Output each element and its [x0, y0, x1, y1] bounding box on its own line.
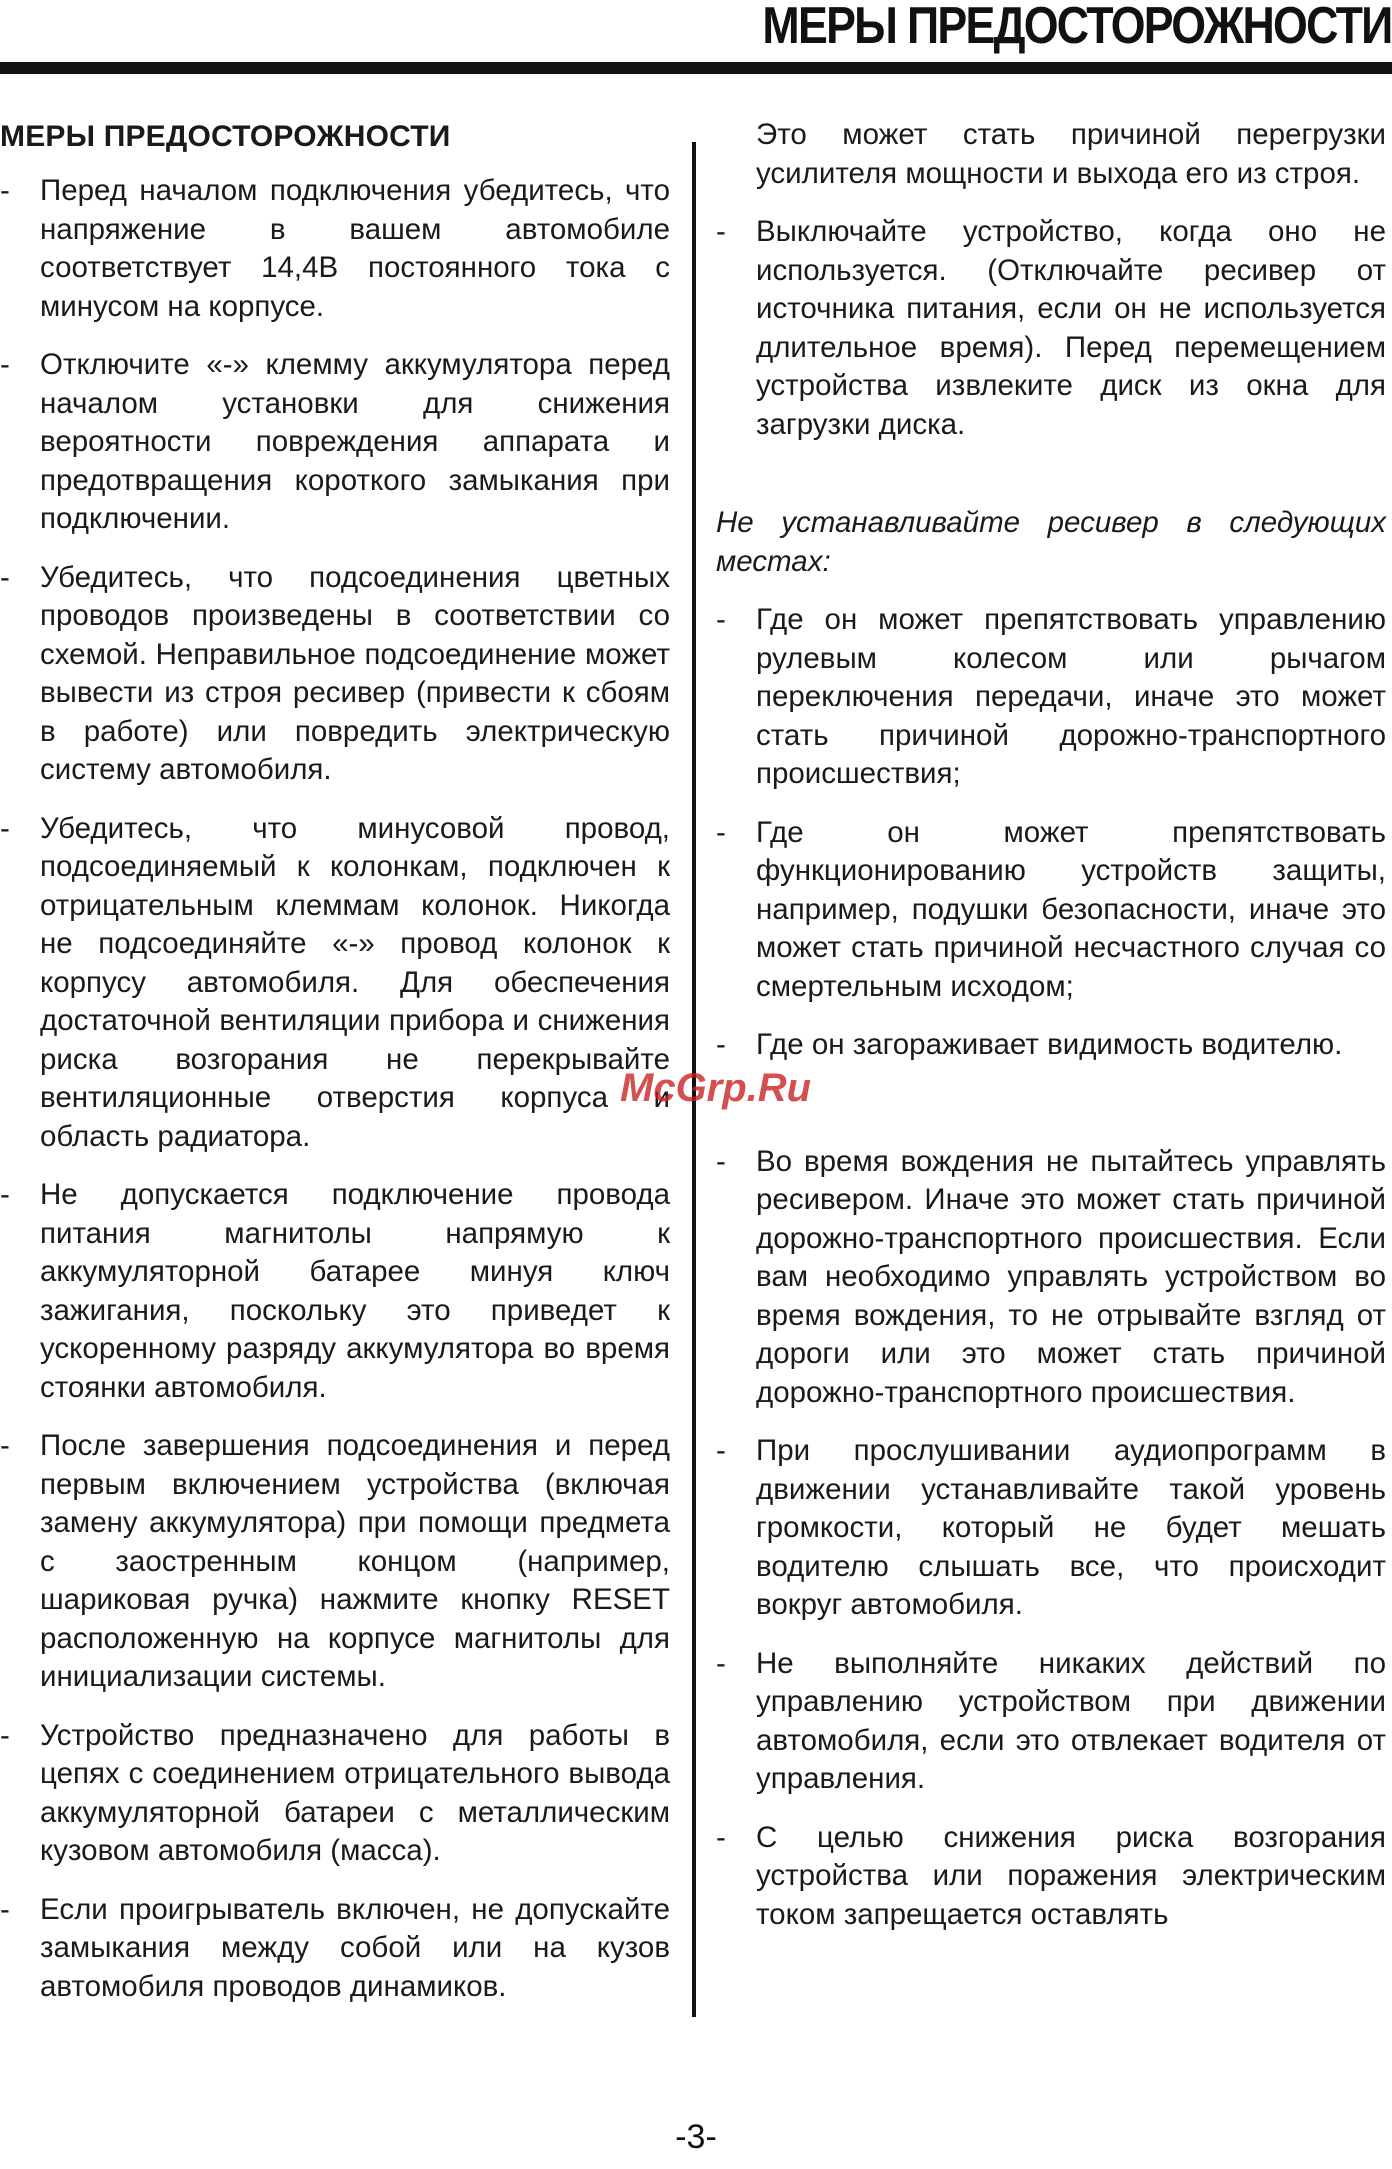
list-item-text: Где он загораживает видимость водителю.: [756, 1028, 1343, 1061]
list-item-text: Выключайте устройство, когда оно не используется. (Отключайте ресивер от источника питания, если он не используется длительное время). Перед перемещением устройства извлеките диск из окна для загрузки диска.: [756, 215, 1386, 441]
watermark: McGrp.Ru: [620, 1066, 812, 1110]
list-item-text: Перед началом подключения убедитесь, что напряжение в вашем автомобиле соответствует 14,4В постоянного тока с минусом на корпусе.: [40, 174, 670, 323]
list-item: [0, 1427, 670, 1697]
bullet-dash: -: [0, 1892, 10, 1926]
list-item-text: Где он может препятствовать управлению рулевым колесом или рычагом переключения передачи, иначе это может стать причиной дорожно-транспортного происшествия;: [756, 603, 1386, 790]
list-item-text: После завершения подсоединения и перед первым включением устройства (включая замену аккумулятора) при помощи предмета с заостренным концом (например, шариковая ручка) нажмите кнопку RESET расположенную на корпусе магнитолы для инициализации системы.: [40, 1429, 670, 1693]
list-item: [716, 213, 1386, 444]
bullet-dash: -: [0, 560, 10, 594]
list-item-text: При прослушивании аудиопрограмм в движении устанавливайте такой уровень громкости, который не будет мешать водителю слышать все, что происходит вокруг автомобиля.: [756, 1434, 1386, 1621]
bullet-dash: -: [716, 603, 726, 636]
page-header-title: МЕРЫ ПРЕДОСТОРОЖНОСТИ: [762, 0, 1392, 55]
list-item-text: Где он может препятствовать функционированию устройств защиты, например, подушки безопасности, иначе это может стать причиной несчастного случая со смертельным исходом;: [756, 815, 1386, 1003]
list-item: [716, 1819, 1386, 1935]
subheading: Не устанавливайте ресивер в следующих местах:: [716, 506, 1386, 578]
bullet-dash: -: [716, 815, 726, 849]
bullet-dash: -: [716, 1646, 726, 1680]
page-number: -3-: [675, 2118, 717, 2156]
list-item-text: С целью снижения риска возгорания устройства или поражения электрическим током запрещается оставлять: [756, 1820, 1386, 1931]
header-rule: [0, 62, 1392, 74]
bullet-dash: -: [0, 1718, 10, 1752]
list-item: [716, 1432, 1386, 1625]
list-item: [716, 1143, 1386, 1413]
list-item: [0, 810, 670, 1157]
bullet-dash: -: [716, 1820, 726, 1854]
right-column: [716, 116, 1386, 1954]
list-item-text: Устройство предназначено для работы в цепях с соединением отрицательного вывода аккумуляторной батареи с металлическим кузовом автомобиля (масса).: [40, 1718, 670, 1867]
section-title: МЕРЫ ПРЕДОСТОРОЖНОСТИ: [0, 120, 451, 153]
bullet-dash: -: [716, 1028, 726, 1061]
list-item: [716, 1645, 1386, 1799]
list-item-text: Не допускается подключение провода питания магнитолы напрямую к аккумуляторной батарее минуя ключ зажигания, поскольку это приведет к ускоренному разряду аккумулятора во время стоянки автомобиля.: [40, 1178, 670, 1404]
list-item: [0, 1891, 670, 2007]
bullet-dash: -: [0, 1178, 10, 1211]
list-item-text: Если проигрыватель включен, не допускайте замыкания между собой или на кузов автомобиля проводов динамиков.: [40, 1892, 670, 2003]
list-item: [0, 172, 670, 326]
list-item: [0, 346, 670, 539]
left-column: [0, 116, 670, 2026]
list-item: [716, 1026, 1386, 1065]
list-item-text: Убедитесь, что минусовой провод, подсоединяемый к колонкам, подключен к отрицательным клеммам колонок. Никогда не подсоединяйте «-» провод колонок к корпусу автомобиля. Для обеспечения достаточной вентиляции прибора и снижения риска возгорания не перекрывайте вентиляционные отверстия корпуса и область радиатора.: [40, 811, 670, 1153]
continued-paragraph: Это может стать причиной перегрузки усилителя мощности и выхода его из строя.: [756, 118, 1386, 190]
list-item-text: Во время вождения не пытайтесь управлять ресивером. Иначе это может стать причиной дорожно-транспортного происшествия. Если вам необходимо управлять устройством во время вождения, то не отрывайте взгляд от дороги или это может стать причиной дорожно-транспортного происшествия.: [756, 1144, 1386, 1409]
list-item: [0, 1717, 670, 1871]
list-item: [716, 601, 1386, 794]
bullet-dash: -: [0, 811, 10, 845]
bullet-dash: -: [0, 348, 10, 381]
bullet-dash: -: [0, 1429, 10, 1462]
list-item-text: Не выполняйте никаких действий по управлению устройством при движении автомобиля, если это отвлекает водителя от управления.: [756, 1646, 1386, 1795]
list-item-text: Отключите «-» клемму аккумулятора перед началом установки для снижения вероятности повреждения аппарата и предотвращения короткого замыкания при подключении.: [40, 348, 670, 535]
list-item: [0, 1176, 670, 1407]
bullet-dash: -: [716, 215, 726, 248]
bullet-dash: -: [716, 1434, 726, 1467]
list-item: [0, 559, 670, 790]
bullet-dash: -: [0, 174, 10, 207]
list-item: [716, 814, 1386, 1007]
list-item-text: Убедитесь, что подсоединения цветных проводов произведены в соответствии со схемой. Неправильное подсоединение может вывести из строя ресивер (привести к сбоям в работе) или повредить электрическую систему автомобиля.: [40, 560, 670, 786]
bullet-dash: -: [716, 1144, 726, 1178]
spacer: [716, 1085, 1386, 1143]
